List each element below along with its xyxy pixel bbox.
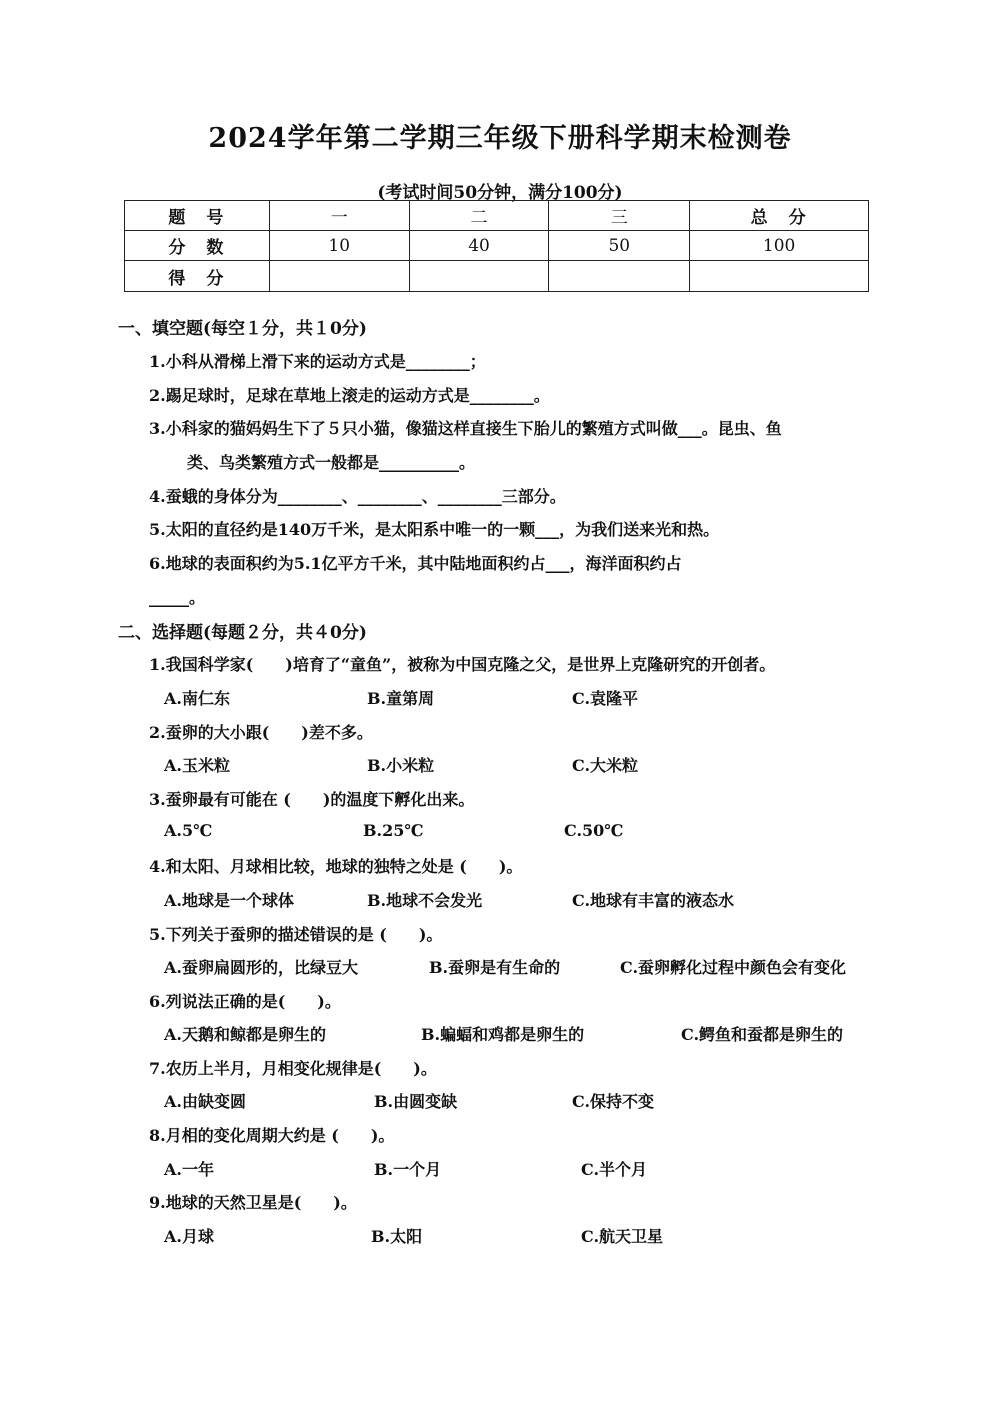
- choice-question-8-option-b: B.一个月: [374, 1160, 442, 1179]
- choice-question-1-option-c: C.袁隆平: [572, 689, 639, 708]
- fill-question-1: 1.小科从滑梯上滑下来的运动方式是________；: [149, 352, 486, 371]
- choice-question-5-stem: 5.下列关于蚕卵的描述错误的是 ( )。: [149, 925, 443, 944]
- choice-question-4-option-a: A.地球是一个球体: [164, 891, 294, 910]
- header-cell-3: 三: [549, 201, 690, 231]
- score-cell-2[interactable]: [409, 261, 549, 292]
- choice-question-8-stem: 8.月相的变化周期大约是 ( )。: [149, 1126, 395, 1145]
- choice-question-6-option-a: A.天鹅和鲸都是卵生的: [164, 1025, 326, 1044]
- fill-question-6-line-1: 6.地球的表面积约为5.1亿平方千米，其中陆地面积约占___，海洋面积约占: [149, 554, 682, 573]
- choice-question-1-option-b: B.童第周: [367, 689, 435, 708]
- score-table: [124, 200, 869, 292]
- fill-question-4: 4.蚕蛾的身体分为________、________、________三部分。: [149, 487, 566, 506]
- choice-question-3-option-b: B.25℃: [363, 821, 424, 840]
- choice-question-9-option-b: B.太阳: [371, 1227, 423, 1246]
- fill-question-2: 2.踢足球时，足球在草地上滚走的运动方式是________。: [149, 386, 550, 405]
- choice-question-3-option-c: C.50℃: [564, 821, 624, 840]
- choice-question-6-option-c: C.鳄鱼和蚕都是卵生的: [681, 1025, 844, 1044]
- choice-question-4-option-c: C.地球有丰富的液态水: [572, 891, 735, 910]
- choice-question-9-option-a: A.月球: [164, 1227, 214, 1246]
- choice-question-5-option-a: A.蚕卵扁圆形的，比绿豆大: [164, 958, 358, 977]
- exam-subtitle: (考试时间50分钟，满分100分): [377, 183, 623, 203]
- score-cell-3[interactable]: [549, 261, 690, 292]
- choice-question-5-option-b: B.蚕卵是有生命的: [429, 958, 561, 977]
- score-cell-total[interactable]: [690, 261, 869, 292]
- choice-question-5-option-c: C.蚕卵孵化过程中颜色会有变化: [620, 958, 847, 977]
- choice-question-2-stem: 2.蚕卵的大小跟( )差不多。: [149, 723, 373, 742]
- exam-title: 2024学年第二学期三年级下册科学期末检测卷: [208, 123, 792, 154]
- points-cell-3: 50: [549, 231, 690, 261]
- choice-question-2-option-a: A.玉米粒: [164, 756, 230, 775]
- header-cell-1: 一: [269, 201, 409, 231]
- choice-question-8-option-c: C.半个月: [581, 1160, 648, 1179]
- choice-question-6-stem: 6.列说法正确的是( )。: [149, 992, 341, 1011]
- choice-question-7-stem: 7.农历上半月，月相变化规律是( )。: [149, 1059, 437, 1078]
- fill-question-3-line-2: 类、鸟类繁殖方式一般都是__________。: [187, 453, 476, 472]
- choice-question-3-stem: 3.蚕卵最有可能在 ( )的温度下孵化出来。: [149, 790, 475, 809]
- score-table-score-row: [125, 261, 869, 292]
- choice-question-4-stem: 4.和太阳、月球相比较，地球的独特之处是 ( )。: [149, 857, 523, 876]
- choice-question-8-option-a: A.一年: [164, 1160, 214, 1179]
- choice-question-2-option-b: B.小米粒: [367, 756, 435, 775]
- score-cell-1[interactable]: [269, 261, 409, 292]
- points-cell-total: 100: [690, 231, 869, 261]
- choice-question-6-option-b: B.蝙蝠和鸡都是卵生的: [421, 1025, 585, 1044]
- points-cell-2: 40: [409, 231, 549, 261]
- points-cell-label: 分 数: [125, 231, 270, 261]
- fill-question-3-line-1: 3.小科家的猫妈妈生下了５只小猫，像猫这样直接生下胎儿的繁殖方式叫做___。昆虫、鱼: [149, 419, 782, 438]
- section2-heading: 二、选择题(每题２分，共４0分): [118, 623, 367, 643]
- points-cell-1: 10: [269, 231, 409, 261]
- header-cell-2: 二: [409, 201, 549, 231]
- fill-question-5: 5.太阳的直径约是140万千米，是太阳系中唯一的一颗___，为我们送来光和热。: [149, 520, 720, 539]
- score-table-header-row: [125, 201, 869, 231]
- choice-question-2-option-c: C.大米粒: [572, 756, 639, 775]
- header-cell-total: 总 分: [690, 201, 869, 231]
- choice-question-9-option-c: C.航天卫星: [581, 1227, 664, 1246]
- choice-question-7-option-a: A.由缺变圆: [164, 1092, 246, 1111]
- score-table-points-row: [125, 231, 869, 261]
- choice-question-1-option-a: A.南仁东: [164, 689, 230, 708]
- score-cell-label: 得 分: [125, 261, 270, 292]
- choice-question-1-stem: 1.我国科学家( )培育了“童鱼”，被称为中国克隆之父，是世界上克隆研究的开创者。: [149, 655, 776, 674]
- choice-question-9-stem: 9.地球的天然卫星是( )。: [149, 1193, 357, 1212]
- header-cell-label: 题 号: [125, 201, 270, 231]
- choice-question-3-option-a: A.5℃: [164, 821, 213, 840]
- choice-question-7-option-c: C.保持不变: [572, 1092, 655, 1111]
- choice-question-7-option-b: B.由圆变缺: [374, 1092, 458, 1111]
- fill-question-6-line-2: _____。: [149, 588, 206, 607]
- choice-question-4-option-b: B.地球不会发光: [367, 891, 483, 910]
- section1-heading: 一、填空题(每空１分，共１0分): [118, 319, 367, 339]
